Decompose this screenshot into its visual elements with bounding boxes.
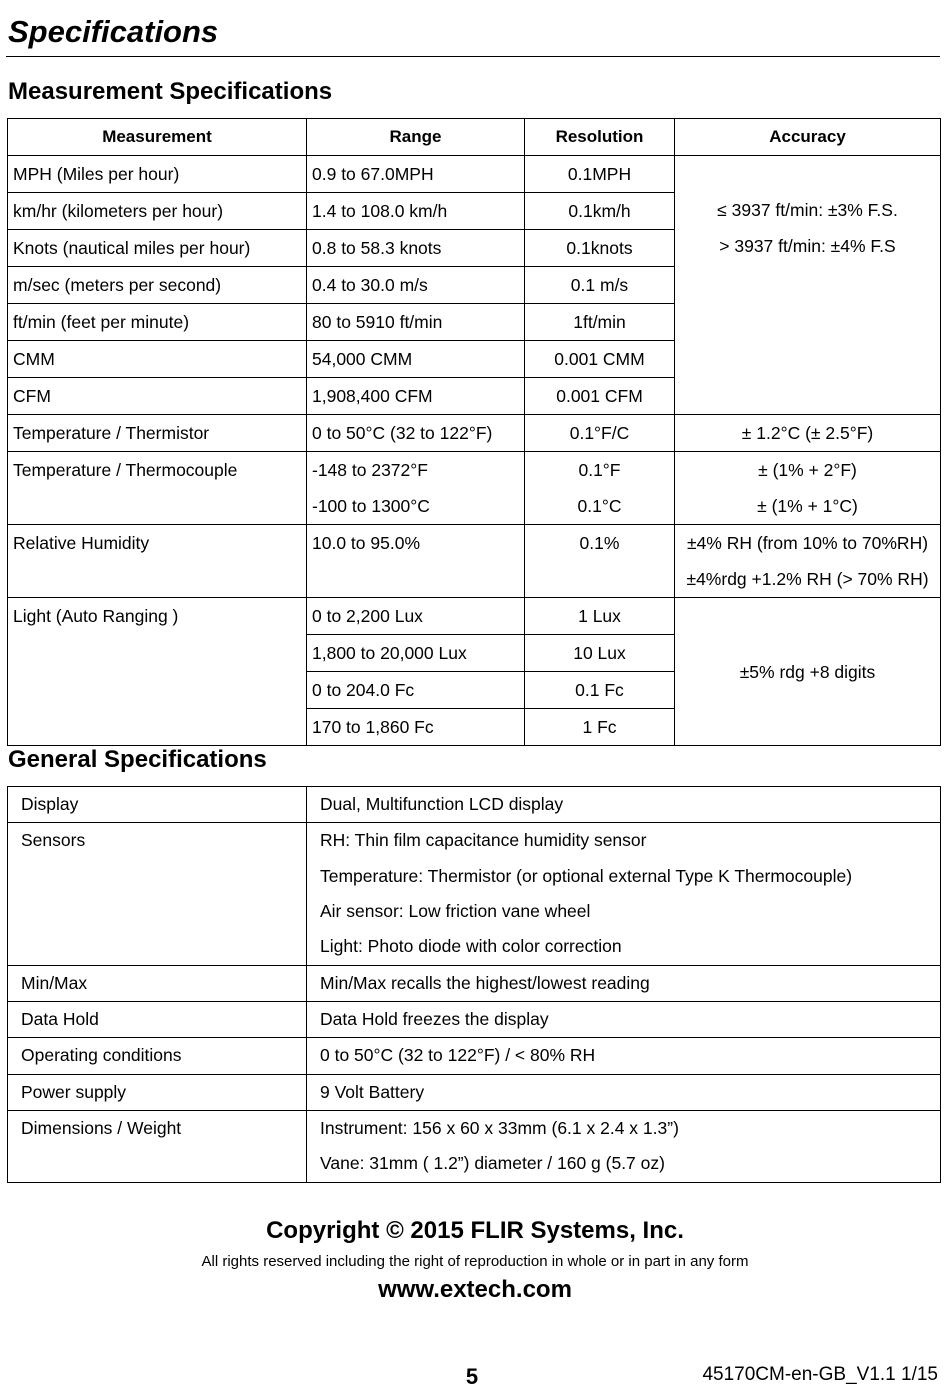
measurement-specs-heading: Measurement Specifications [8, 78, 333, 105]
table-header-row [8, 119, 941, 156]
document-code: 45170CM-en-GB_V1.1 1/15 [702, 1364, 938, 1385]
accuracy-line: ≤ 3937 ft/min: ±3% F.S. [717, 200, 898, 220]
spec-label: Dimensions / Weight [8, 1111, 307, 1183]
spec-value: 0 to 50°C (32 to 122°F) / < 80% RH [307, 1038, 941, 1074]
resolution-cell: 0.1% [525, 525, 675, 598]
range-cell: 1,908,400 CFM [307, 378, 525, 415]
range-line: -148 to 2372°F [312, 460, 428, 480]
range-cell: 0 to 50°C (32 to 122°F) [307, 415, 525, 452]
range-cell: 1,800 to 20,000 Lux [307, 635, 525, 672]
measurement-cell: CMM [8, 341, 307, 378]
resolution-cell: 1ft/min [525, 304, 675, 341]
spec-value-line: Light: Photo diode with color correction [320, 936, 622, 957]
spec-value-line: Temperature: Thermistor (or optional external Type K Thermocouple) [320, 865, 853, 886]
spec-value: Data Hold freezes the display [307, 1001, 941, 1037]
accuracy-line: ±4%rdg +1.2% RH (> 70% RH) [686, 569, 929, 589]
measurement-cell: Temperature / Thermocouple [8, 452, 307, 525]
spec-value-line: RH: Thin film capacitance humidity sensor [320, 830, 647, 851]
spec-label: Power supply [8, 1074, 307, 1110]
range-cell: 0 to 204.0 Fc [307, 672, 525, 709]
column-header: Resolution [525, 119, 675, 156]
table-row [8, 156, 941, 193]
table-row [8, 823, 941, 965]
table-row [8, 1038, 941, 1074]
accuracy-cell [675, 452, 941, 525]
spec-value-line: Air sensor: Low friction vane wheel [320, 900, 591, 921]
resolution-line: 0.1°C [577, 496, 622, 516]
spec-label: Data Hold [8, 1001, 307, 1037]
range-cell: 10.0 to 95.0% [307, 525, 525, 598]
table-row [8, 1074, 941, 1110]
spec-value: Dual, Multifunction LCD display [307, 787, 941, 823]
range-cell: 1.4 to 108.0 km/h [307, 193, 525, 230]
measurement-cell: ft/min (feet per minute) [8, 304, 307, 341]
page-title: Specifications [8, 14, 219, 49]
range-cell: 80 to 5910 ft/min [307, 304, 525, 341]
resolution-cell: 0.1 m/s [525, 267, 675, 304]
spec-value: 9 Volt Battery [307, 1074, 941, 1110]
resolution-cell: 0.1°F/C [525, 415, 675, 452]
resolution-cell: 10 Lux [525, 635, 675, 672]
measurement-cell: m/sec (meters per second) [8, 267, 307, 304]
range-cell: 0 to 2,200 Lux [307, 598, 525, 635]
table-row [8, 1111, 941, 1183]
table-row [8, 1001, 941, 1037]
accuracy-line: > 3937 ft/min: ±4% F.S [719, 236, 896, 256]
spec-label: Operating conditions [8, 1038, 307, 1074]
measurement-cell: Light (Auto Ranging ) [8, 598, 307, 746]
range-cell: 0.9 to 67.0MPH [307, 156, 525, 193]
measurement-cell: Knots (nautical miles per hour) [8, 230, 307, 267]
table-row [8, 452, 941, 525]
column-header: Range [307, 119, 525, 156]
resolution-cell: 0.001 CMM [525, 341, 675, 378]
general-specs-heading: General Specifications [8, 746, 267, 773]
resolution-line: 0.1°F [578, 460, 621, 480]
spec-label: Min/Max [8, 965, 307, 1001]
spec-value [307, 1111, 941, 1183]
accuracy-cell: ±5% rdg +8 digits [675, 598, 941, 746]
resolution-cell: 0.001 CFM [525, 378, 675, 415]
range-cell: 170 to 1,860 Fc [307, 709, 525, 746]
measurement-cell: Relative Humidity [8, 525, 307, 598]
resolution-cell: 0.1km/h [525, 193, 675, 230]
page-number: 5 [465, 1364, 479, 1389]
spec-label: Sensors [8, 823, 307, 965]
accuracy-cell: ± 1.2°C (± 2.5°F) [675, 415, 941, 452]
spec-value-line: Vane: 31mm ( 1.2”) diameter / 160 g (5.7 oz) [320, 1153, 665, 1174]
resolution-cell [525, 452, 675, 525]
column-header: Measurement [8, 119, 307, 156]
table-row [8, 415, 941, 452]
measurement-cell: Temperature / Thermistor [8, 415, 307, 452]
range-cell: 54,000 CMM [307, 341, 525, 378]
accuracy-cell [675, 525, 941, 598]
spec-value-line: Instrument: 156 x 60 x 33mm (6.1 x 2.4 x 1.3”) [320, 1118, 679, 1139]
website-link[interactable]: www.extech.com [378, 1276, 572, 1303]
title-divider [6, 56, 940, 57]
measurement-cell: km/hr (kilometers per hour) [8, 193, 307, 230]
table-row [8, 525, 941, 598]
copyright-notice: Copyright © 2015 FLIR Systems, Inc. [266, 1217, 684, 1244]
table-row [8, 598, 941, 635]
accuracy-line: ±4% RH (from 10% to 70%RH) [686, 533, 929, 553]
rights-statement: All rights reserved including the right of reproduction in whole or in part in any form [201, 1253, 749, 1270]
resolution-cell: 1 Lux [525, 598, 675, 635]
column-header: Accuracy [675, 119, 941, 156]
table-row [8, 965, 941, 1001]
table-row [8, 787, 941, 823]
resolution-cell: 0.1knots [525, 230, 675, 267]
airflow-accuracy-cell [675, 156, 941, 415]
measurement-cell: MPH (Miles per hour) [8, 156, 307, 193]
resolution-cell: 1 Fc [525, 709, 675, 746]
measurement-cell: CFM [8, 378, 307, 415]
range-cell [307, 452, 525, 525]
measurement-specs-table [7, 118, 941, 746]
spec-value [307, 823, 941, 965]
range-cell: 0.4 to 30.0 m/s [307, 267, 525, 304]
resolution-cell: 0.1 Fc [525, 672, 675, 709]
range-line: -100 to 1300°C [312, 496, 430, 516]
range-cell: 0.8 to 58.3 knots [307, 230, 525, 267]
resolution-cell: 0.1MPH [525, 156, 675, 193]
spec-label: Display [8, 787, 307, 823]
general-specs-table [7, 786, 941, 1183]
accuracy-line: ± (1% + 1°C) [757, 496, 858, 516]
spec-value: Min/Max recalls the highest/lowest reading [307, 965, 941, 1001]
accuracy-line: ± (1% + 2°F) [758, 460, 857, 480]
